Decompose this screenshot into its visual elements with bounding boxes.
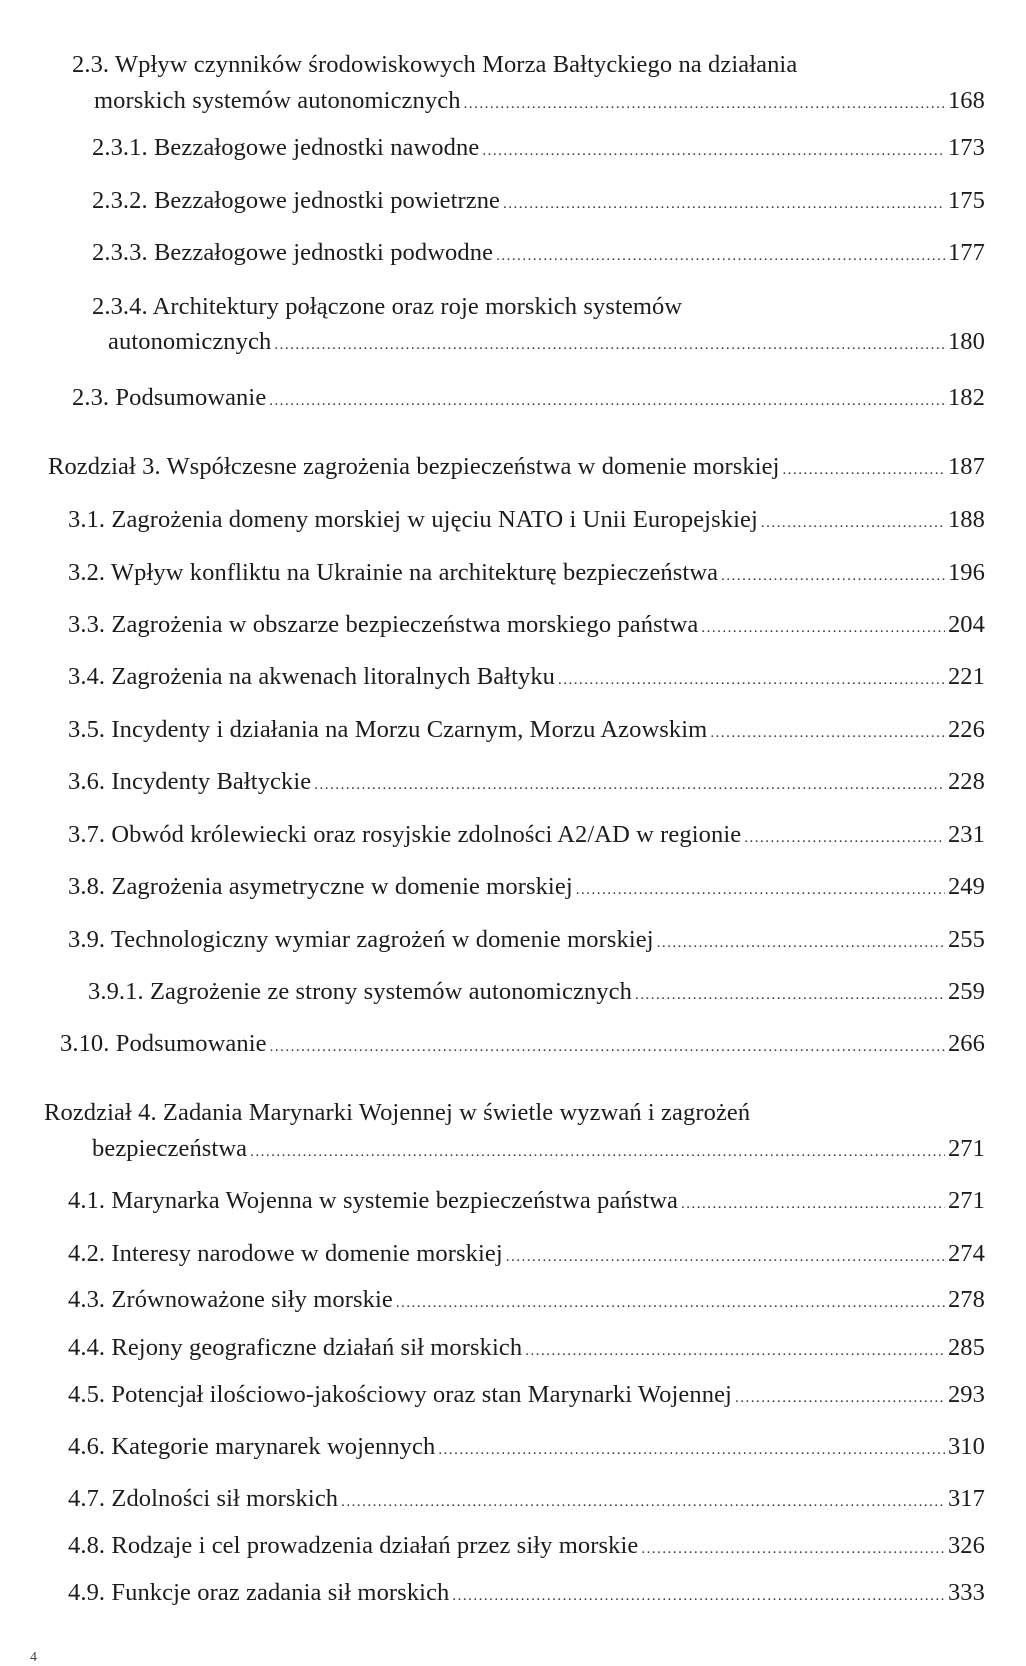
toc-entry-page: 333	[947, 1579, 985, 1606]
dot-leader	[681, 1189, 945, 1219]
toc-entry-leader	[92, 186, 985, 219]
dot-leader	[314, 770, 945, 800]
toc-entry-title-line1: 2.3. Wpływ czynników środowiskowych Morza Bałtyckiego na działania	[72, 51, 798, 78]
toc-entry-page: 326	[947, 1532, 985, 1559]
toc-entry-title: 3.6. Incydenty Bałtyckie	[68, 768, 312, 795]
dot-leader	[452, 1581, 945, 1611]
toc-entry-page: 255	[947, 926, 985, 953]
toc-entry-page: 271	[947, 1187, 985, 1214]
dot-leader	[641, 1534, 945, 1564]
dot-leader	[506, 1242, 945, 1272]
dot-leader	[496, 241, 945, 271]
toc-entry-leader	[68, 1239, 985, 1272]
toc-entry-title: 3.2. Wpływ konfliktu na Ukrainie na architekturę bezpieczeństwa	[68, 559, 719, 586]
dot-leader	[744, 823, 945, 853]
toc-entry	[60, 1029, 985, 1062]
toc-entry	[68, 1432, 985, 1465]
toc-entry-title: 4.6. Kategorie marynarek wojennych	[68, 1433, 436, 1460]
toc-entry-title: morskich systemów autonomicznych	[94, 87, 461, 114]
page-corner-mark: 4	[30, 1650, 37, 1665]
toc-entry-title: 3.1. Zagrożenia domeny morskiej w ujęciu NATO i Unii Europejskiej	[68, 506, 758, 533]
toc-entry-page: 274	[947, 1240, 985, 1267]
toc-entry-leader	[68, 610, 985, 643]
toc-entry	[68, 1380, 985, 1413]
dot-leader	[250, 1137, 945, 1167]
toc-entry-title: 3.9. Technologiczny wymiar zagrożeń w domenie morskiej	[68, 926, 654, 953]
dot-leader	[710, 718, 945, 748]
toc-entry-leader	[92, 238, 985, 271]
toc-entry-page: 259	[947, 978, 985, 1005]
toc-entry-page: 231	[947, 821, 985, 848]
toc-entry-title: 4.4. Rejony geograficzne działań sił morskich	[68, 1334, 523, 1361]
toc-entry-page: 317	[947, 1485, 985, 1512]
toc-entry	[68, 1578, 985, 1611]
toc-entry-page: 175	[947, 187, 985, 214]
dot-leader	[657, 928, 945, 958]
toc-entry-leader	[68, 662, 985, 695]
toc-entry	[68, 1186, 985, 1219]
toc-entry-leader	[68, 767, 985, 800]
toc-entry-leader	[108, 327, 985, 360]
dot-leader	[396, 1288, 945, 1318]
toc-entry-page: 266	[947, 1030, 985, 1057]
dot-leader	[438, 1435, 945, 1465]
dot-leader	[525, 1336, 945, 1366]
toc-entry-leader	[68, 872, 985, 905]
toc-entry-title: 3.3. Zagrożenia w obszarze bezpieczeństwa morskiego państwa	[68, 611, 699, 638]
toc-entry	[68, 1239, 985, 1272]
toc-entry-title: autonomicznych	[108, 328, 272, 355]
toc-entry-page: 187	[947, 453, 985, 480]
dot-leader	[635, 980, 945, 1010]
toc-entry	[68, 767, 985, 800]
toc-entry	[92, 292, 985, 360]
dot-leader	[269, 386, 945, 416]
toc-entry-page: 196	[947, 559, 985, 586]
toc-entry	[68, 610, 985, 643]
toc-entry-leader	[68, 558, 985, 591]
toc-entry-page: 180	[947, 328, 985, 355]
toc-entry	[68, 1285, 985, 1318]
toc-entry-title-line1: Rozdział 4. Zadania Marynarki Wojennej w świetle wyzwań i zagrożeń	[44, 1099, 751, 1126]
toc-entry-title: 3.10. Podsumowanie	[60, 1030, 267, 1057]
toc-entry-leader	[68, 715, 985, 748]
toc-entry-page: 188	[947, 506, 985, 533]
toc-entry-leader	[68, 820, 985, 853]
toc-entry-title: 2.3.1. Bezzałogowe jednostki nawodne	[92, 134, 480, 161]
toc-entry-page: 285	[947, 1334, 985, 1361]
toc-entry	[68, 872, 985, 905]
toc-entry-page: 173	[947, 134, 985, 161]
toc-entry	[92, 133, 985, 166]
toc-entry-page: 221	[947, 663, 985, 690]
toc-entry-title: 4.8. Rodzaje i cel prowadzenia działań przez siły morskie	[68, 1532, 639, 1559]
toc-entry	[88, 977, 985, 1010]
toc-entry-leader	[68, 1186, 985, 1219]
toc-entry-title: 4.7. Zdolności sił morskich	[68, 1485, 339, 1512]
toc-entry-leader	[68, 505, 985, 538]
toc-entry-title: 4.1. Marynarka Wojenna w systemie bezpieczeństwa państwa	[68, 1187, 679, 1214]
toc-entry	[68, 558, 985, 591]
toc-entry	[68, 662, 985, 695]
toc-entry-page: 310	[947, 1433, 985, 1460]
toc-entry-leader	[68, 1578, 985, 1611]
dot-leader	[274, 330, 945, 360]
toc-entry-page: 204	[947, 611, 985, 638]
toc-entry-title: 3.5. Incydenty i działania na Morzu Czarnym, Morzu Azowskim	[68, 716, 708, 743]
toc-entry-leader	[68, 1285, 985, 1318]
toc-entry-leader	[60, 1029, 985, 1062]
toc-entry-page: 249	[947, 873, 985, 900]
toc-entry-title: 3.7. Obwód królewiecki oraz rosyjskie zdolności A2/AD w regionie	[68, 821, 742, 848]
dot-leader	[270, 1032, 945, 1062]
toc-entry-page: 226	[947, 716, 985, 743]
toc-entry	[68, 1333, 985, 1366]
toc-entry	[68, 715, 985, 748]
toc-entry-leader	[88, 977, 985, 1010]
toc-entry-title: 4.9. Funkcje oraz zadania sił morskich	[68, 1579, 450, 1606]
toc-entry-leader	[68, 1432, 985, 1465]
toc-entry	[48, 452, 985, 485]
toc-entry-page: 278	[947, 1286, 985, 1313]
toc-entry-title: 2.3.2. Bezzałogowe jednostki powietrzne	[92, 187, 501, 214]
toc-entry-title: 4.5. Potencjał ilościowo-jakościowy oraz stan Marynarki Wojennej	[68, 1381, 732, 1408]
toc-entry	[68, 925, 985, 958]
toc-entry-title: bezpieczeństwa	[92, 1135, 248, 1162]
toc-entry-page: 168	[947, 87, 985, 114]
toc-entry-title: 2.3. Podsumowanie	[72, 384, 267, 411]
toc-entry-page: 228	[947, 768, 985, 795]
toc-entry	[68, 505, 985, 538]
toc-entry-leader	[72, 383, 985, 416]
toc-entry-leader	[48, 452, 985, 485]
toc-entry-title: Rozdział 3. Współczesne zagrożenia bezpieczeństwa w domenie morskiej	[48, 453, 780, 480]
dot-leader	[721, 561, 945, 591]
toc-entry-title: 4.2. Interesy narodowe w domenie morskiej	[68, 1240, 503, 1267]
dot-leader	[482, 136, 945, 166]
toc-entry-title: 3.9.1. Zagrożenie ze strony systemów autonomicznych	[88, 978, 632, 1005]
toc-entry-leader	[92, 133, 985, 166]
dot-leader	[464, 89, 945, 119]
toc-entry-leader	[68, 1333, 985, 1366]
dot-leader	[341, 1487, 945, 1517]
dot-leader	[558, 665, 945, 695]
toc-entry	[68, 1531, 985, 1564]
toc-entry-leader	[92, 1134, 985, 1167]
toc-entry	[72, 383, 985, 416]
toc-entry	[44, 1098, 985, 1167]
toc-entry-title: 4.3. Zrównoważone siły morskie	[68, 1286, 393, 1313]
toc-entry-leader	[94, 86, 985, 119]
dot-leader	[735, 1383, 945, 1413]
toc-entry	[72, 50, 985, 119]
dot-leader	[701, 613, 945, 643]
toc-entry-leader	[68, 1484, 985, 1517]
toc-entry	[68, 820, 985, 853]
toc-entry-leader	[68, 1531, 985, 1564]
dot-leader	[576, 875, 945, 905]
toc-entry-title: 3.4. Zagrożenia na akwenach litoralnych Bałtyku	[68, 663, 556, 690]
toc-entry-title: 3.8. Zagrożenia asymetryczne w domenie morskiej	[68, 873, 573, 900]
toc-entry	[92, 238, 985, 271]
toc-entry-page: 271	[947, 1135, 985, 1162]
toc-entry-title: 2.3.3. Bezzałogowe jednostki podwodne	[92, 239, 494, 266]
toc-entry-leader	[68, 1380, 985, 1413]
toc-entry-page: 177	[947, 239, 985, 266]
toc-entry-leader	[68, 925, 985, 958]
toc-entry	[92, 186, 985, 219]
dot-leader	[503, 189, 945, 219]
toc-entry-page: 182	[947, 384, 985, 411]
toc-entry	[68, 1484, 985, 1517]
toc-entry-page: 293	[947, 1381, 985, 1408]
dot-leader	[761, 508, 945, 538]
dot-leader	[783, 455, 945, 485]
toc-entry-title-line1: 2.3.4. Architektury połączone oraz roje morskich systemów	[92, 293, 683, 320]
